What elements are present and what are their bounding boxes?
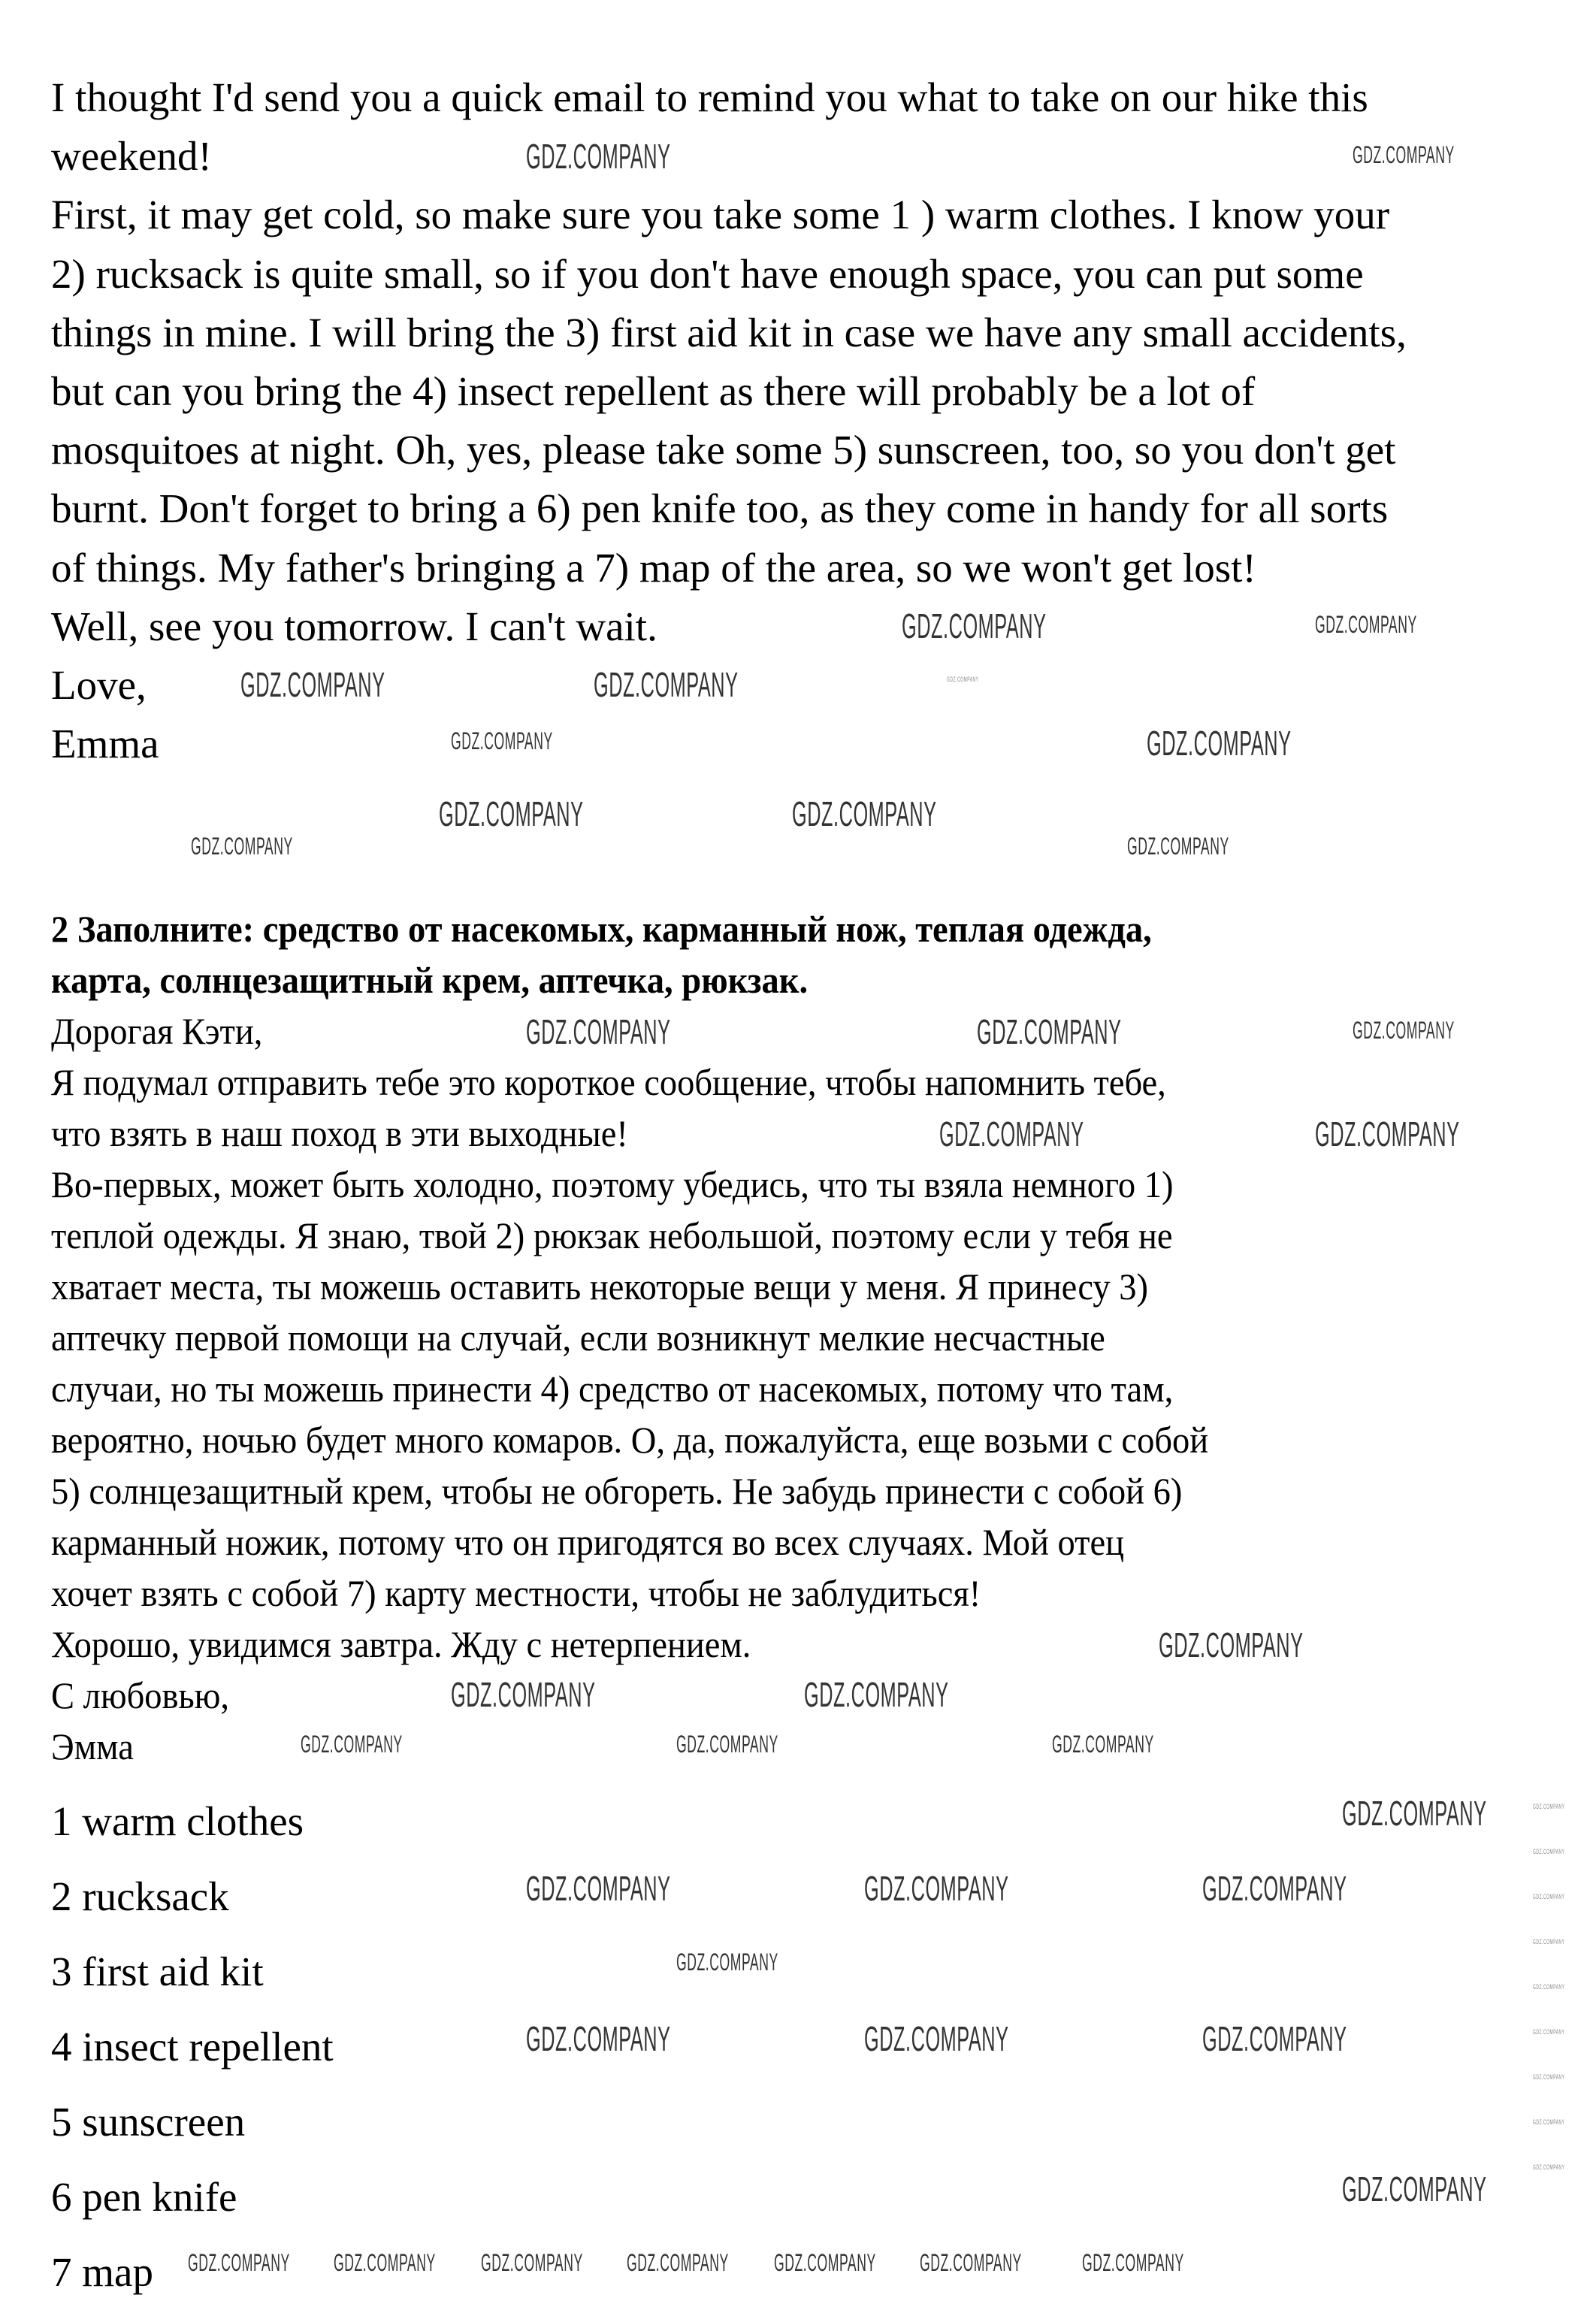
watermark: GDZ.COMPANY (864, 1869, 1009, 1908)
watermark: GDZ.COMPANY (1533, 1938, 1565, 1946)
letter-en-line: Well, see you tomorrow. I can't wait. (51, 603, 657, 649)
task-heading-line: 2 Заполните: средство от насекомых, карманный нож, теплая одежда, (51, 908, 1152, 950)
watermark: GDZ.COMPANY (334, 2249, 436, 2276)
watermark: GDZ.COMPANY (240, 665, 385, 704)
watermark: GDZ.COMPANY (1159, 1625, 1304, 1664)
letter-ru-line: Во-первых, может быть холодно, поэтому убедись, что ты взяла немного 1) (51, 1163, 1174, 1205)
watermark: GDZ.COMPANY (864, 2019, 1009, 2058)
watermark: GDZ.COMPANY (481, 2249, 583, 2276)
answer-item: 4 insect repellent (51, 2024, 334, 2070)
watermark: GDZ.COMPANY (526, 137, 671, 176)
watermark: GDZ.COMPANY (1533, 1803, 1565, 1810)
letter-ru-line: Эмма (51, 1725, 134, 1767)
answer-item: 2 rucksack (51, 1873, 229, 1919)
watermark: GDZ.COMPANY (977, 1012, 1122, 1051)
watermark: GDZ.COMPANY (1353, 1017, 1455, 1044)
letter-ru-line: вероятно, ночью будет много комаров. О, да, пожалуйста, еще возьми с собой (51, 1419, 1209, 1461)
watermark: GDZ.COMPANY (1342, 2169, 1487, 2209)
watermark: GDZ.COMPANY (301, 1731, 403, 1758)
letter-en-line: things in mine. I will bring the 3) first aid kit in case we have any small accidents, (51, 309, 1407, 355)
watermark: GDZ.COMPANY (1315, 611, 1417, 638)
watermark: GDZ.COMPANY (1533, 1848, 1565, 1855)
letter-ru-line: что взять в наш поход в эти выходные! (51, 1112, 628, 1154)
letter-en-line: of things. My father's bringing a 7) map of the area, so we won't get lost! (51, 544, 1256, 591)
letter-ru-line: карманный ножик, потому что он пригодятся во всех случаях. Мой отец (51, 1521, 1124, 1563)
watermark: GDZ.COMPANY (1315, 1114, 1460, 1153)
watermark: GDZ.COMPANY (804, 1675, 949, 1714)
watermark: GDZ.COMPANY (1533, 2028, 1565, 2036)
letter-ru-line: Хорошо, увидимся завтра. Жду с нетерпением. (51, 1623, 751, 1665)
letter-en-line: First, it may get cold, so make sure you take some 1 ) warm clothes. I know your (51, 192, 1390, 238)
watermark: GDZ.COMPANY (188, 2249, 290, 2276)
watermark: GDZ.COMPANY (451, 1675, 596, 1714)
watermark: GDZ.COMPANY (1127, 833, 1229, 860)
letter-ru-line: С любовью, (51, 1674, 230, 1716)
watermark: GDZ.COMPANY (451, 727, 553, 754)
letter-ru-line: хватает места, ты можешь оставить некоторые вещи у меня. Я принесу 3) (51, 1265, 1149, 1308)
watermark: GDZ.COMPANY (627, 2249, 729, 2276)
letter-en-line: weekend! (51, 133, 212, 180)
letter-en-line: but can you bring the 4) insect repellent as there will probably be a lot of (51, 368, 1256, 414)
watermark: GDZ.COMPANY (526, 1869, 671, 1908)
watermark: GDZ.COMPANY (1533, 2163, 1565, 2171)
watermark: GDZ.COMPANY (439, 794, 584, 833)
watermark: GDZ.COMPANY (1533, 1983, 1565, 1991)
answer-item: 1 warm clothes (51, 1798, 304, 1844)
letter-ru-line: аптечку первой помощи на случай, если возникнут мелкие несчастные (51, 1317, 1105, 1359)
watermark: GDZ.COMPANY (526, 2019, 671, 2058)
letter-ru-line: случаи, но ты можешь принести 4) средство от насекомых, потому что там, (51, 1368, 1174, 1410)
letter-ru-line: 5) солнцезащитный крем, чтобы не обгореть. Не забудь принести с собой 6) (51, 1470, 1183, 1512)
watermark: GDZ.COMPANY (1533, 2073, 1565, 2081)
watermark: GDZ.COMPANY (594, 665, 739, 704)
letter-ru-line: хочет взять с собой 7) карту местности, чтобы не заблудиться! (51, 1572, 981, 1614)
watermark: GDZ.COMPANY (676, 1731, 778, 1758)
answer-item: 3 first aid kit (51, 1949, 264, 1994)
answer-item: 7 map (51, 2249, 153, 2295)
letter-ru-line: теплой одежды. Я знаю, твой 2) рюкзак небольшой, поэтому если у тебя не (51, 1214, 1173, 1256)
watermark: GDZ.COMPANY (1353, 141, 1455, 168)
letter-en-line: mosquitoes at night. Oh, yes, please take some 5) sunscreen, too, so you don't get (51, 427, 1396, 473)
watermark: GDZ.COMPANY (1147, 724, 1292, 763)
letter-ru-line: Дорогая Кэти, (51, 1010, 263, 1052)
letter-en-line: 2) rucksack is quite small, so if you don't have enough space, you can put some (51, 250, 1364, 297)
letter-ru-line: Я подумал отправить тебе это короткое сообщение, чтобы напомнить тебе, (51, 1061, 1166, 1103)
watermark: GDZ.COMPANY (1202, 1869, 1347, 1908)
letter-en-line: I thought I'd send you a quick email to remind you what to take on our hike this (51, 74, 1368, 120)
watermark: GDZ.COMPANY (676, 1949, 778, 1976)
watermark: GDZ.COMPANY (1533, 1893, 1565, 1900)
watermark: GDZ.COMPANY (191, 833, 293, 860)
answer-item: 5 sunscreen (51, 2099, 246, 2145)
answer-item: 6 pen knife (51, 2174, 237, 2220)
letter-en-line: burnt. Don't forget to bring a 6) pen knife too, as they come in handy for all sorts (51, 485, 1389, 532)
watermark: GDZ.COMPANY (792, 794, 937, 833)
watermark: GDZ.COMPANY (1202, 2019, 1347, 2058)
watermark: GDZ.COMPANY (947, 676, 979, 683)
task-heading-line: карта, солнцезащитный крем, аптечка, рюкзак. (51, 959, 809, 1001)
watermark: GDZ.COMPANY (902, 606, 1047, 646)
watermark: GDZ.COMPANY (1082, 2249, 1184, 2276)
watermark: GDZ.COMPANY (526, 1012, 671, 1051)
watermark: GDZ.COMPANY (1533, 2118, 1565, 2126)
watermark: GDZ.COMPANY (920, 2249, 1022, 2276)
watermark: GDZ.COMPANY (774, 2249, 876, 2276)
watermark: GDZ.COMPANY (1052, 1731, 1154, 1758)
watermark: GDZ.COMPANY (939, 1114, 1084, 1153)
letter-en-line: Emma (51, 721, 159, 767)
letter-en-line: Love, (51, 662, 147, 708)
watermark: GDZ.COMPANY (1342, 1794, 1487, 1833)
